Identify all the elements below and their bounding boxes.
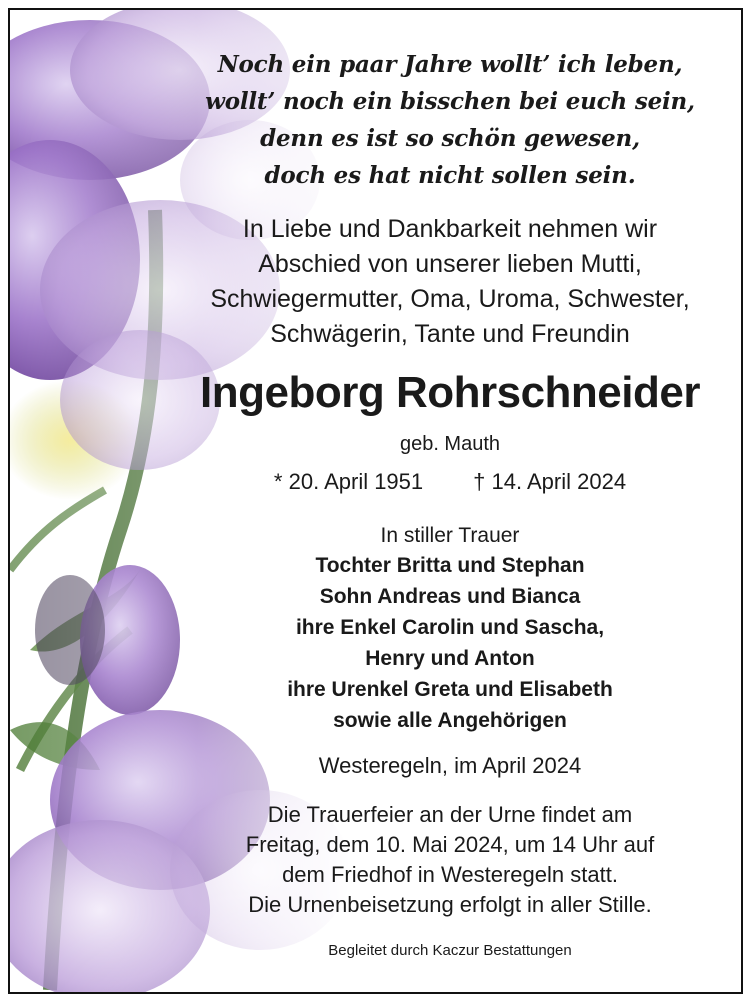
intro-line: Schwiegermutter, Oma, Uroma, Schwester, (210, 285, 690, 313)
ceremony-line: Die Urnenbeisetzung erfolgt in aller Stille. (248, 892, 652, 917)
obituary-card (8, 8, 743, 994)
poem-line: denn es ist so schön gewesen, (260, 125, 640, 152)
life-dates (160, 466, 740, 498)
ceremony-line: Die Trauerfeier an der Urne findet am (267, 802, 633, 827)
obituary-text (160, 10, 740, 992)
poem-line: Noch ein paar Jahre wollt’ ich leben, (217, 51, 683, 78)
poem (160, 46, 740, 194)
poem-line: wollt’ noch ein bisschen bei euch sein, (205, 88, 695, 115)
mourner-line: ihre Urenkel Greta und Elisabeth (287, 678, 613, 701)
mourner-line: Sohn Andreas und Bianca (319, 585, 581, 608)
ceremony-line: Freitag, dem 10. Mai 2024, um 14 Uhr auf (245, 832, 655, 857)
birth-date: * 20. April 1951 (273, 469, 424, 494)
mourner-line: ihre Enkel Carolin und Sascha, (295, 616, 605, 639)
mourner-line: Tochter Britta und Stephan (315, 554, 585, 577)
intro-line: In Liebe und Dankbarkeit nehmen wir (242, 215, 658, 243)
deceased-name: Ingeborg Rohrschneider (200, 368, 700, 417)
undertaker-credit: Begleitet durch Kaczur Bestattungen (328, 942, 572, 959)
maiden-name: geb. Mauth (399, 433, 501, 455)
intro-text (160, 212, 740, 352)
mourning-heading: In stiller Trauer (380, 524, 520, 547)
ceremony-line: dem Friedhof in Westeregeln statt. (282, 862, 618, 887)
intro-line: Abschied von unserer lieben Mutti, (258, 250, 642, 278)
mourner-line: Henry und Anton (365, 647, 535, 670)
intro-line: Schwägerin, Tante und Freundin (270, 320, 630, 348)
ceremony-info (160, 800, 740, 920)
death-date: † 14. April 2024 (473, 469, 627, 494)
place-date: Westeregeln, im April 2024 (318, 753, 582, 778)
mourner-line: sowie alle Angehörigen (333, 709, 567, 732)
mourners-list (160, 550, 740, 736)
poem-line: doch es hat nicht sollen sein. (264, 162, 636, 189)
